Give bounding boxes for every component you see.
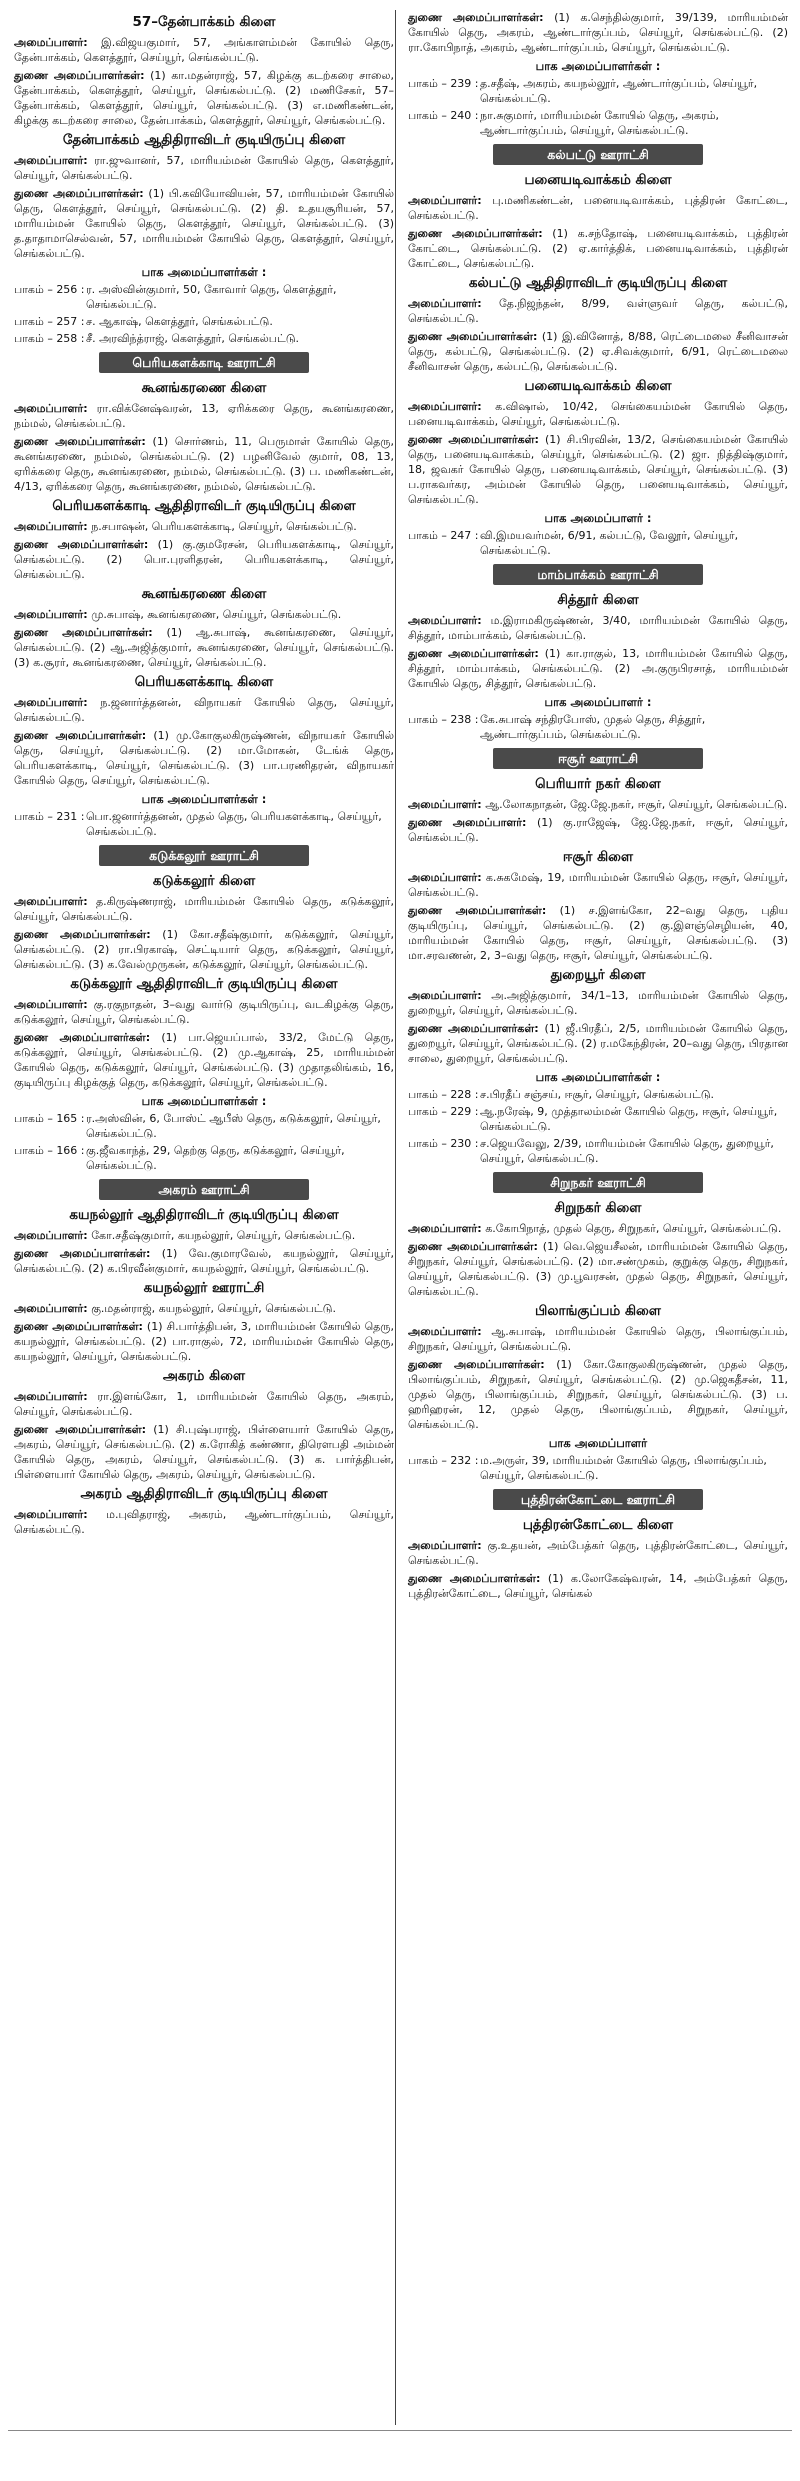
booth-number: பாகம் – 247 : xyxy=(408,529,479,542)
role-label: அமைப்பாளர்: xyxy=(14,696,88,709)
booth-organiser-text: ச.பிரதீப் சஞ்சய், ஈசூர், செய்யூர், செங்கல்பட்டு. xyxy=(480,1088,715,1101)
branch-heading: பிலாங்குப்பம் கிளை xyxy=(535,1303,661,1319)
panchayat-banner: ஈசூர் ஊராட்சி xyxy=(493,748,703,769)
role-label: அமைப்பாளர்: xyxy=(408,297,482,310)
organiser-entry xyxy=(408,1571,788,1601)
organiser-entry xyxy=(408,1538,788,1568)
organiser-entry xyxy=(408,870,788,900)
branch-heading: பனையடிவாக்கம் கிளை xyxy=(524,378,672,394)
booth-entry xyxy=(408,528,788,558)
booth-organiser-text: ச.ஜெயவேலு, 2/39, மாரியம்மன் கோயில் தெரு, துறையூர், செய்யூர், செங்கல்பட்டு. xyxy=(480,1137,774,1165)
branch-heading: ஈசூர் கிளை xyxy=(562,849,634,865)
role-label: துணை அமைப்பாளர்கள்: xyxy=(14,1320,143,1333)
organiser-entry xyxy=(14,728,394,788)
role-label: துணை அமைப்பாளர்கள்: xyxy=(408,11,544,24)
organiser-details: (1) பி.கவியோவியன், 57, மாரியம்மன் கோயில் தெரு, கௌத்தூர், செய்யூர், செங்கல்பட்டு. (2) தி. உதயசூரியன், 57, மாரியம்மன் கோயில் தெரு, கௌத்தூர், செய்யூர், செங்கல்பட்டு. (3) த.தாதாமாசெல்வன், 57, மாரியம்மன் கோயில் தெரு, கௌத்தூர், செய்யூர், செங்கல்பட்டு. xyxy=(14,187,394,260)
organiser-details: கோ.சதீஷ்குமார், கயநல்லூர், செய்யூர், செங்கல்பட்டு. xyxy=(91,1229,356,1242)
booth-entry xyxy=(408,1453,788,1483)
organiser-details: க.சுகமேஷ், 19, மாரியம்மன் கோயில் தெரு, ஈசூர், செய்யூர், செங்கல்பட்டு. xyxy=(408,871,788,899)
booth-number: பாகம் – 230 : xyxy=(408,1137,479,1150)
role-label: துணை அமைப்பாளர்கள்: xyxy=(408,433,539,446)
organiser-details: (1) ஆ.சுபாஷ், கூனங்கரணை, செய்யூர், செங்கல்பட்டு. (2) ஆ.அஜித்குமார், கூனங்கரணை, செய்யூர், செங்கல்பட்டு. (3) க.சூரர், கூனங்கரணை, செய்யூர், செங்கல்பட்டு. xyxy=(14,626,394,669)
organiser-entry xyxy=(408,1239,788,1299)
organiser-entry xyxy=(408,1221,788,1236)
booth-number: பாகம் – 240 : xyxy=(408,109,479,122)
organiser-entry xyxy=(14,894,394,924)
booth-organiser-text: வி.இமயவர்மன், 6/91, கல்பட்டு, வேலூர், செய்யூர், செங்கல்பட்டு. xyxy=(480,529,739,557)
role-label: துணை அமைப்பாளர்: xyxy=(408,816,527,829)
panchayat-banner: புத்திரன்கோட்டை ஊராட்சி xyxy=(493,1489,703,1510)
branch-heading: பெரியார் நகர் கிளை xyxy=(535,776,661,792)
organiser-entry xyxy=(14,1422,394,1482)
booth-number: பாகம் – 257 : xyxy=(14,315,85,328)
role-label: அமைப்பாளர்: xyxy=(14,154,88,167)
booth-entry xyxy=(14,331,394,346)
branch-heading: கூனங்கரணை கிளை xyxy=(141,586,267,602)
booth-organiser-text: ம.அருள், 39, மாரியம்மன் கோயில் தெரு, பிலாங்குப்பம், செய்யூர், செங்கல்பட்டு. xyxy=(480,1454,767,1482)
organiser-details: (1) க.செந்தில்குமார், 39/139, மாரியம்மன் கோயில் தெரு, அகரம், ஆண்டார்குப்பம், செய்யூர், செங்கல்பட்டு. (2) ரா.கோபிநாத், அகரம், ஆண்டார்குப்பம், செய்யூர், செங்கல்பட்டு. xyxy=(408,11,788,54)
role-label: துணை அமைப்பாளர்கள்: xyxy=(408,1240,538,1253)
organiser-details: இ.விஜயகுமார், 57, அங்காளம்மன் கோயில் தெரு, தேன்பாக்கம், கௌத்தூர், செய்யூர், செங்கல்பட்டு. xyxy=(14,36,394,64)
left-column xyxy=(14,10,394,1540)
booth-organisers-heading: பாக அமைப்பாளர்கள் : xyxy=(535,59,661,73)
panchayat-banner: கல்பட்டு ஊராட்சி xyxy=(493,144,703,165)
organiser-details: (1) சி.பார்த்திபன், 3, மாரியம்மன் கோயில் தெரு, கயநல்லூர், செங்கல்பட்டு. (2) பா.ராகுல், 72, மாரியம்மன் கோயில் தெரு, கயநல்லூர், செய்யூர், செங்கல்பட்டு. xyxy=(14,1320,394,1363)
role-label: அமைப்பாளர்: xyxy=(14,520,88,533)
booth-number: பாகம் – 256 : xyxy=(14,283,85,296)
organiser-details: ந.சபாஷன், பெரியகளக்காடி, செய்யூர், செங்கல்பட்டு. xyxy=(91,520,357,533)
organiser-entry xyxy=(14,68,394,128)
organiser-details: த.கிருஷ்ணராஜ், மாரியம்மன் கோயில் தெரு, கடுக்கலூர், செய்யூர், செங்கல்பட்டு. xyxy=(14,895,394,923)
organiser-entry xyxy=(408,1021,788,1066)
organiser-details: (1) வெ.ஜெயசீலன், மாரியம்மன் கோயில் தெரு, சிறுநகர், செய்யூர், செங்கல்பட்டு. (2) மா.சண்முகம், குறுக்கு தெரு, சிறுநகர், செய்யூர், செங்கல்பட்டு. (3) மு.பூவரசன், முதல் தெரு, சிறுநகர், செய்யூர், செங்கல்பட்டு. xyxy=(408,1240,788,1298)
organiser-entry xyxy=(14,1030,394,1090)
role-label: அமைப்பாளர்: xyxy=(14,1508,88,1521)
branch-heading: சிறுநகர் கிளை xyxy=(554,1200,642,1216)
organiser-entry xyxy=(14,153,394,183)
branch-heading: பனையடிவாக்கம் கிளை xyxy=(524,172,672,188)
booth-number: பாகம் – 165 : xyxy=(14,1112,85,1125)
branch-heading: கல்பட்டு ஆதிதிராவிடர் குடியிருப்பு கிளை xyxy=(468,275,728,291)
organiser-details: க.விஷால், 10/42, செங்கையம்மன் கோயில் தெரு, பனையடிவாக்கம், செய்யூர், செங்கல்பட்டு. xyxy=(408,400,788,428)
organiser-entry xyxy=(408,646,788,691)
booth-organisers-heading: பாக அமைப்பாளர் xyxy=(548,1436,648,1450)
organiser-entry xyxy=(14,35,394,65)
booth-number: பாகம் – 232 : xyxy=(408,1454,479,1467)
organiser-entry xyxy=(14,537,394,582)
organiser-details: (1) பா.ஜெயப்பால், 33/2, மேட்டு தெரு, கடுக்கலூர், செய்யூர், செங்கல்பட்டு. (2) மு.ஆகாஷ், 25, மாரியம்மன் கோயில் தெரு, கடுக்கலூர், செய்யூர், செங்கல்பட்டு. (3) முதாதலிங்கம், 16, குடியிருப்பு கிழக்குத் தெரு, கடுக்கலூர், செய்யூர், செங்கல்பட்டு. xyxy=(14,1031,394,1089)
bottom-rule xyxy=(8,2430,792,2431)
organiser-entry xyxy=(408,329,788,374)
organiser-details: (1) கா.ராகுல், 13, மாரியம்மன் கோயில் தெரு, சித்தூர், மாம்பாக்கம், செங்கல்பட்டு. (2) அ.குருபிரசாத், மாரியம்மன் கோயில் தெரு, சித்தூர், செங்கல்பட்டு. xyxy=(408,647,788,690)
booth-number: பாகம் – 229 : xyxy=(408,1105,479,1118)
organiser-entry xyxy=(14,434,394,494)
branch-heading: 57–தேன்பாக்கம் கிளை xyxy=(132,14,276,30)
organiser-entry xyxy=(14,401,394,431)
organiser-details: ந.ஜனார்த்தனன், விநாயகர் கோயில் தெரு, செய்யூர், செங்கல்பட்டு. xyxy=(14,696,395,724)
branch-heading: பெரியகளக்காடி கிளை xyxy=(134,674,274,690)
role-label: துணை அமைப்பாளர்கள்: xyxy=(408,647,539,660)
booth-entry xyxy=(14,1111,394,1141)
booth-organisers-heading: பாக அமைப்பாளர்கள் : xyxy=(535,1070,661,1084)
organiser-entry xyxy=(14,927,394,972)
organiser-details: (1) கு.ராஜேஷ், ஜே.ஜே.நகர், ஈசூர், செய்யூர், செங்கல்பட்டு. xyxy=(408,816,788,844)
booth-entry xyxy=(408,1087,788,1102)
organiser-entry xyxy=(408,988,788,1018)
organiser-details: (1) கா.மதன்ராஜ், 57, கிழக்கு கடற்கரை சாலை, தேன்பாக்கம், கௌத்தூர், செய்யூர், செங்கல்பட்டு. (2) மணிசேகர், 57–தேன்பாக்கம், கௌத்தூர், செய்யூர், செங்கல்பட்டு. (3) எ.மணிகண்டன், கிழக்கு கடற்கரை சாலை, தேன்பாக்கம், கௌத்தூர், செய்யூர், செங்கல்பட்டு. xyxy=(14,69,394,127)
organiser-details: ஆ.லோகநாதன், ஜே.ஜே.நகர், ஈசூர், செய்யூர், செங்கல்பட்டு. xyxy=(485,798,788,811)
organiser-details: ஆ.சுபாஷ், மாரியம்மன் கோயில் தெரு, பிலாங்குப்பம், சிறுநகர், செய்யூர், செங்கல்பட்டு. xyxy=(408,1325,788,1353)
role-label: அமைப்பாளர்: xyxy=(408,194,482,207)
branch-heading: தேன்பாக்கம் ஆதிதிராவிடர் குடியிருப்பு கிளை xyxy=(62,132,346,148)
role-label: அமைப்பாளர்: xyxy=(408,1222,482,1235)
branch-heading: கூனங்கரணை கிளை xyxy=(141,380,267,396)
booth-organiser-text: நா.சுகுமார், மாரியம்மன் கோயில் தெரு, அகரம், ஆண்டார்குப்பம், செய்யூர், செங்கல்பட்டு. xyxy=(480,109,720,137)
organiser-entry xyxy=(14,1228,394,1243)
organiser-entry xyxy=(408,1324,788,1354)
booth-organiser-text: பொ.ஜனார்த்தனன், முதல் தெரு, பெரியகளக்காடி, செய்யூர், செங்கல்பட்டு. xyxy=(86,810,382,838)
role-label: துணை அமைப்பாளர்கள்: xyxy=(408,1358,545,1371)
organiser-entry xyxy=(14,1507,394,1537)
role-label: அமைப்பாளர்: xyxy=(408,1539,482,1552)
panchayat-banner: கடுக்கலூர் ஊராட்சி xyxy=(99,845,309,866)
booth-entry xyxy=(14,282,394,312)
organiser-entry xyxy=(408,10,788,55)
role-label: துணை அமைப்பாளர்கள்: xyxy=(14,435,146,448)
organiser-entry xyxy=(14,1389,394,1419)
role-label: துணை அமைப்பாளர்கள்: xyxy=(14,626,153,639)
booth-entry xyxy=(408,76,788,106)
role-label: அமைப்பாளர்: xyxy=(14,1229,88,1242)
organiser-details: (1) ச.இளங்கோ, 22–வது தெரு, புதிய குடியிருப்பு, செய்யூர், செங்கல்பட்டு. (2) கு.இளஞ்செழியன், 40, மாரியம்மன் கோயில் தெரு, ஈசூர், செய்யூர், செங்கல்பட்டு. (3) மா.சரவணன், 2, 3–வது தெரு, ஈசூர், செய்யூர், செங்கல்பட்டு. xyxy=(408,904,788,962)
booth-number: பாகம் – 228 : xyxy=(408,1088,479,1101)
panchayat-banner: பெரியகளக்காடி ஊராட்சி xyxy=(99,352,309,373)
booth-organisers-heading: பாக அமைப்பாளர்கள் : xyxy=(141,265,267,279)
organiser-details: (1) வே.குமாரவேல், கயநல்லூர், செய்யூர், செங்கல்பட்டு. (2) க.பிரவீன்குமார், கயநல்லூர், செய்யூர், செங்கல்பட்டு. xyxy=(14,1247,394,1275)
booth-organisers-heading: பாக அமைப்பாளர்கள் : xyxy=(141,792,267,806)
booth-entry xyxy=(408,108,788,138)
organiser-details: (1) கோ.சதீஷ்குமார், கடுக்கலூர், செய்யூர், செங்கல்பட்டு. (2) ரா.பிரகாஷ், செட்டியார் தெரு, கடுக்கலூர், செய்யூர், செங்கல்பட்டு. (3) க.வேல்முருகன், கடுக்கலூர், செய்யூர், செங்கல்பட்டு. xyxy=(14,928,394,971)
organiser-details: (1) கு.குமரேசன், பெரியகளக்காடி, செய்யூர், செங்கல்பட்டு. (2) பொ.புரளிதரன், பெரியகளக்காடி, செய்யூர், செங்கல்பட்டு. xyxy=(14,538,395,581)
organiser-entry xyxy=(14,1319,394,1364)
organiser-details: அ.அஜித்குமார், 34/1–13, மாரியம்மன் கோயில் தெரு, துறையூர், செய்யூர், செங்கல்பட்டு. xyxy=(408,989,788,1017)
role-label: அமைப்பாளர்: xyxy=(14,1302,88,1315)
organiser-details: (1) க.லோகேஷ்வரன், 14, அம்பேத்கர் தெரு, புத்திரன்கோட்டை, செய்யூர், செங்கல் xyxy=(408,1572,788,1600)
role-label: அமைப்பாளர்: xyxy=(408,614,482,627)
role-label: துணை அமைப்பாளர்கள்: xyxy=(14,538,149,551)
panchayat-banner: அகரம் ஊராட்சி xyxy=(99,1179,309,1200)
booth-organiser-text: ச. ஆகாஷ், கௌத்தூர், செங்கல்பட்டு. xyxy=(86,315,273,328)
organiser-details: ம.இராமகிருஷ்ணன், 3/40, மாரியம்மன் கோயில் தெரு, சித்தூர், மாம்பாக்கம், செங்கல்பட்டு. xyxy=(408,614,788,642)
role-label: துணை அமைப்பாளர்கள்: xyxy=(14,729,147,742)
organiser-details: (1) கோ.கோகுலகிருஷ்ணன், முதல் தெரு, பிலாங்குப்பம், சிறுநகர், செய்யூர், செங்கல்பட்டு. (2) மு.ஜெகதீசன், 11, முதல் தெரு, பிலாங்குப்பம், சிறுநகர், செய்யூர், செங்கல்பட்டு. (3) ப. ஹரிஹரன், 12, முதல் தெரு, பிலாங்குப்பம், சிறுநகர், செய்யூர், செங்கல்பட்டு. xyxy=(408,1358,788,1431)
role-label: துணை அமைப்பாளர்கள்: xyxy=(408,1022,539,1035)
role-label: அமைப்பாளர்: xyxy=(14,36,88,49)
organiser-entry xyxy=(408,296,788,326)
organiser-details: ரா.ஜுவானர், 57, மாரியம்மன் கோயில் தெரு, கௌத்தூர், செய்யூர், செங்கல்பட்டு. xyxy=(14,154,395,182)
role-label: அமைப்பாளர்: xyxy=(14,1390,88,1403)
booth-entry xyxy=(408,1104,788,1134)
organiser-details: ம.புவிதராஜ், அகரம், ஆண்டார்குப்பம், செய்யூர், செங்கல்பட்டு. xyxy=(14,1508,395,1536)
role-label: அமைப்பாளர்: xyxy=(408,400,482,413)
organiser-details: (1) ஜீ.பிரதீப், 2/5, மாரியம்மன் கோயில் தெரு, துறையூர், செய்யூர், செங்கல்பட்டு. (2) ர.மகேந்திரன், 20–வது தெரு, பிரதான சாலை, துறையூர், செங்கல்பட்டு. xyxy=(408,1022,788,1065)
right-column xyxy=(408,10,788,1604)
organiser-entry xyxy=(408,432,788,507)
organiser-details: க.கோபிநாத், முதல் தெரு, சிறுநகர், செய்யூர், செங்கல்பட்டு. xyxy=(485,1222,782,1235)
organiser-entry xyxy=(408,797,788,812)
organiser-entry xyxy=(408,193,788,223)
role-label: துணை அமைப்பாளர்கள்: xyxy=(14,1247,151,1260)
role-label: துணை அமைப்பாளர்கள்: xyxy=(14,1031,151,1044)
organiser-details: மு.சுபாஷ், கூனங்கரணை, செய்யூர், செங்கல்பட்டு. xyxy=(91,608,342,621)
organiser-entry xyxy=(408,399,788,429)
panchayat-banner: மாம்பாக்கம் ஊராட்சி xyxy=(493,564,703,585)
role-label: துணை அமைப்பாளர்கள்: xyxy=(408,904,547,917)
booth-organisers-heading: பாக அமைப்பாளர்கள் : xyxy=(141,1094,267,1108)
role-label: துணை அமைப்பாளர்கள்: xyxy=(408,227,543,240)
booth-organiser-text: ர. அஸ்வின்குமார், 50, கோவார் தெரு, கௌத்தூர், செங்கல்பட்டு. xyxy=(86,283,337,311)
booth-organiser-text: த.சதீஷ், அகரம், கயநல்லூர், ஆண்டார்குப்பம், செய்யூர், செங்கல்பட்டு. xyxy=(480,77,758,105)
organiser-entry xyxy=(408,1357,788,1432)
organiser-details: (1) சொர்ணம், 11, பெருமாள் கோயில் தெரு, கூனங்கரணை, நம்மல், செங்கல்பட்டு. (2) பழனிவேல் குமார், 08, 13, ஏரிக்கரை தெரு, கூனங்கரணை, நம்மல், செங்கல்பட்டு. (3) ப. மணிகண்டன், 4/13, ஏரிக்கரை தெரு, கூனங்கரணை, நம்மல், செங்கல்பட்டு. xyxy=(14,435,394,493)
organiser-details: பு.மணிகண்டன், பனையடிவாக்கம், புத்திரன் கோட்டை, செங்கல்பட்டு. xyxy=(408,194,789,222)
role-label: அமைப்பாளர்: xyxy=(14,998,88,1011)
booth-organisers-heading: பாக அமைப்பாளர் : xyxy=(544,511,652,525)
organiser-details: கு.உதயன், அம்பேத்கர் தெரு, புத்திரன்கோட்டை, செய்யூர், செங்கல்பட்டு. xyxy=(408,1539,788,1567)
role-label: அமைப்பாளர்: xyxy=(14,608,88,621)
branch-heading: கடுக்கலூர் ஆதிதிராவிடர் குடியிருப்பு கிளை xyxy=(70,976,338,992)
branch-heading: துறையூர் கிளை xyxy=(550,967,646,983)
organiser-entry xyxy=(14,1301,394,1316)
role-label: அமைப்பாளர்: xyxy=(408,871,482,884)
booth-entry xyxy=(408,712,788,742)
organiser-entry xyxy=(14,607,394,622)
role-label: துணை அமைப்பாளர்கள்: xyxy=(14,69,145,82)
booth-organiser-text: சீ. அரவிந்த்ராஜ், கௌத்தூர், செங்கல்பட்டு. xyxy=(86,332,300,345)
organiser-details: (1) இ.வினோத், 8/88, ரெட்டைமலை சீனிவாசன் தெரு, கல்பட்டு, செங்கல்பட்டு. (2) ஏ.சிவக்குமார், 6/91, ரெட்டைமலை சீனிவாசன் தெரு, கல்பட்டு, செங்கல்பட்டு. xyxy=(408,330,789,373)
role-label: அமைப்பாளர்: xyxy=(408,1325,482,1338)
branch-heading: அகரம் ஆதிதிராவிடர் குடியிருப்பு கிளை xyxy=(80,1486,328,1502)
organiser-entry xyxy=(408,613,788,643)
booth-organisers-heading: பாக அமைப்பாளர் : xyxy=(544,695,652,709)
organiser-details: (1) சி.பிரவின், 13/2, செங்கையம்மன் கோயில் தெரு, பனையடிவாக்கம், செய்யூர், செங்கல்பட்டு. (2) ஜா. நித்திஷ்குமார், 18, ஜவகர் கோயில் தெரு, பனையடிவாக்கம், செய்யூர், செங்கல்பட்டு. (3) ப.ராகவர்கர, அம்மன் கோயில் தெரு, பனையடிவாக்கம், செய்யூர், செங்கல்பட்டு. xyxy=(408,433,789,506)
organiser-details: ரா.இளங்கோ, 1, மாரியம்மன் கோயில் தெரு, அகரம், செய்யூர், செங்கல்பட்டு. xyxy=(14,1390,394,1418)
organiser-entry xyxy=(14,519,394,534)
organiser-entry xyxy=(408,226,788,271)
booth-number: பாகம் – 239 : xyxy=(408,77,479,90)
role-label: துணை அமைப்பாளர்கள்: xyxy=(408,330,538,343)
organiser-entry xyxy=(408,815,788,845)
booth-organiser-text: ஆ.நரேஷ், 9, முத்தாலம்மன் கோயில் தெரு, ஈசூர், செய்யூர், செங்கல்பட்டு. xyxy=(480,1105,778,1133)
organiser-details: கு.ரகுநாதன், 3–வது வார்டு குடியிருப்பு, வடகிழக்கு தெரு, கடுக்கலூர், செய்யூர், செங்கல்பட்டு. xyxy=(14,998,394,1026)
role-label: துணை அமைப்பாளர்கள்: xyxy=(14,928,151,941)
organiser-details: (1) மு.கோகுலகிருஷ்ணன், விநாயகர் கோயில் தெரு, செய்யூர், செங்கல்பட்டு. (2) மா.மோகன், டேங்க் தெரு, பெரியகளக்காடி, செய்யூர், செங்கல்பட்டு. (3) பா.பரணிதரன், விநாயகர் கோயில் தெரு, செய்யூர், செங்கல்பட்டு. xyxy=(14,729,394,787)
booth-number: பாகம் – 258 : xyxy=(14,332,85,345)
organiser-entry xyxy=(408,903,788,963)
branch-heading: அகரம் கிளை xyxy=(162,1368,246,1384)
branch-heading: கயநல்லூர் ஊராட்சி xyxy=(143,1280,265,1296)
booth-entry xyxy=(14,1143,394,1173)
booth-number: பாகம் – 231 : xyxy=(14,810,85,823)
branch-heading: சித்தூர் கிளை xyxy=(557,592,639,608)
organiser-details: ரா.விக்னேஷ்வரன், 13, ஏரிக்கரை தெரு, கூனங்கரணை, நம்மல், செங்கல்பட்டு. xyxy=(14,402,394,430)
organiser-details: (1) சி.புஷ்பராஜ், பிள்ளையார் கோயில் தெரு, அகரம், செய்யூர், செங்கல்பட்டு. (2) க.ரோகித் கண்ணா, திரௌபதி அம்மன் கோயில் தெரு, அகரம், செய்யூர், செங்கல்பட்டு. (3) க. பார்த்திபன், பிள்ளையார் கோயில் தெரு, அகரம், செய்யூர், செங்கல்பட்டு. xyxy=(14,1423,394,1481)
booth-organiser-text: ர.அஸ்வின், 6, போஸ்ட் ஆபீஸ் தெரு, கடுக்கலூர், செய்யூர், செங்கல்பட்டு. xyxy=(86,1112,381,1140)
organiser-entry xyxy=(14,695,394,725)
role-label: அமைப்பாளர்: xyxy=(14,402,88,415)
booth-entry xyxy=(14,314,394,329)
organiser-details: (1) க.சந்தோஷ், பனையடிவாக்கம், புத்திரன் கோட்டை, செங்கல்பட்டு. (2) ஏ.கார்த்திக், பனையடிவாக்கம், புத்திரன் கோட்டை, செங்கல்பட்டு. xyxy=(408,227,788,270)
organiser-entry xyxy=(14,625,394,670)
booth-entry xyxy=(408,1136,788,1166)
organiser-entry xyxy=(14,186,394,261)
booth-entry xyxy=(14,809,394,839)
role-label: அமைப்பாளர்: xyxy=(408,989,482,1002)
branch-heading: கயநல்லூர் ஆதிதிராவிடர் குடியிருப்பு கிளை xyxy=(69,1207,339,1223)
role-label: அமைப்பாளர்: xyxy=(14,895,88,908)
branch-heading: பெரியகளக்காடி ஆதிதிராவிடர் குடியிருப்பு கிளை xyxy=(52,498,356,514)
column-divider xyxy=(395,10,396,2425)
role-label: துணை அமைப்பாளர்கள்: xyxy=(408,1572,541,1585)
booth-organiser-text: கே.சுபாஷ் சந்திரபோஸ், முதல் தெரு, சித்தூர், ஆண்டார்குப்பம், செங்கல்பட்டு. xyxy=(480,713,706,741)
organiser-details: தே.நிஜந்தன், 8/99, வள்ளுவர் தெரு, கல்பட்டு, செங்கல்பட்டு. xyxy=(408,297,788,325)
organiser-entry xyxy=(14,1246,394,1276)
organiser-details: கு.மதன்ராஜ், கயநல்லூர், செய்யூர், செங்கல்பட்டு. xyxy=(91,1302,336,1315)
booth-organiser-text: கு.ஜீவகாந்த், 29, தெற்கு தெரு, கடுக்கலூர், செய்யூர், செங்கல்பட்டு. xyxy=(86,1144,345,1172)
role-label: அமைப்பாளர்: xyxy=(408,798,482,811)
branch-heading: புத்திரன்கோட்டை கிளை xyxy=(522,1517,674,1533)
role-label: துணை அமைப்பாளர்கள்: xyxy=(14,1423,147,1436)
role-label: துணை அமைப்பாளர்கள்: xyxy=(14,187,144,200)
booth-number: பாகம் – 238 : xyxy=(408,713,479,726)
booth-number: பாகம் – 166 : xyxy=(14,1144,85,1157)
branch-heading: கடுக்கலூர் கிளை xyxy=(152,873,256,889)
organiser-entry xyxy=(14,997,394,1027)
panchayat-banner: சிறுநகர் ஊராட்சி xyxy=(493,1172,703,1193)
